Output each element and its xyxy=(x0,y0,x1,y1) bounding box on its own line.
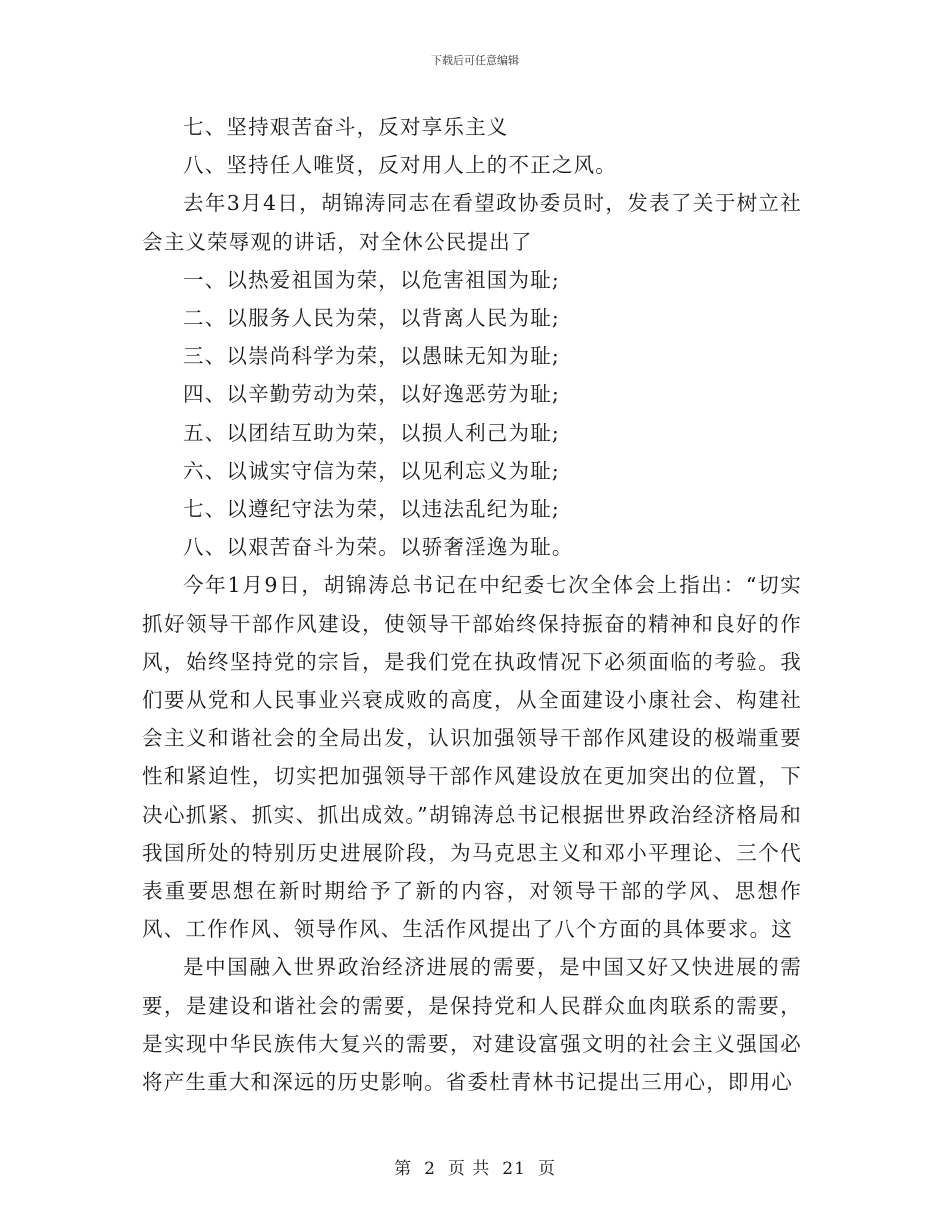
paragraph-6: 三、以崇尚科学为荣，以愚昧无知为耻; xyxy=(183,344,561,369)
paragraph-3: 去年3月4日，胡锦涛同志在看望政协委员时，发表了关于树立社会主义荣辱观的讲话，对全休公民提出了 xyxy=(142,191,802,254)
paragraph-13: 是中国融入世界政治经济进展的需要，是中国又好又快进展的需要，是建设和谐社会的需要，是保持党和人民群众血肉联系的需要，是实现中华民族伟大复兴的需要，对建设富强文明的社会主义强国必将产生重大和深远的历史影响。省委杜青林书记提出三用心，即用心 xyxy=(142,955,802,1095)
paragraph-11: 八、以艰苦奋斗为荣。以骄奢淫逸为耻。 xyxy=(183,535,574,560)
footer-total-pages: 21 xyxy=(502,1159,526,1179)
paragraph-5: 二、以服务人民为荣，以背离人民为耻; xyxy=(183,306,561,331)
footer-suffix: 页 xyxy=(537,1159,556,1179)
document-body xyxy=(142,108,802,1101)
page-footer xyxy=(0,1154,950,1179)
footer-prefix: 第 xyxy=(394,1159,413,1179)
footer-page-number: 2 xyxy=(424,1159,436,1179)
paragraph-9: 六、以诚实守信为荣，以见利忘义为耻; xyxy=(183,458,561,483)
paragraph-7: 四、以辛勤劳动为荣，以好逸恶劳为耻; xyxy=(183,382,561,407)
paragraph-8: 五、以团结互助为荣，以损人利己为耻; xyxy=(183,420,561,445)
page-header: 下载后可任意编辑 xyxy=(431,54,519,67)
paragraph-10: 七、以遵纪守法为荣，以违法乱纪为耻; xyxy=(183,497,561,522)
footer-middle: 页 共 xyxy=(447,1159,491,1179)
paragraph-12: 今年1月9日，胡锦涛总书记在中纪委七次全体会上指出：“切实抓好领导干部作风建设，使领导干部始终保持振奋的精神和良好的作风，始终坚持党的宗旨，是我们党在执政情况下必须面临的考验。我们要从党和人民事业兴衰成败的高度，从全面建设小康社会、构建社会主义和谐社会的全局出发，认识加强领导干部作风建设的极端重要性和紧迫性，切实把加强领导干部作风建设放在更加突出的位置，下决心抓紧、抓实、抓出成效。”胡锦涛总书记根据世界政治经济格局和我国所处的特别历史进展阶段，为马克思主义和邓小平理论、三个代表重要思想在新时期给予了新的内容，对领导干部的学风、思想作风、工作作风、领导作风、生活作风提出了八个方面的具体要求。这 xyxy=(142,573,802,942)
paragraph-2: 八、坚持任人唯贤，反对用人上的不正之风。 xyxy=(183,153,617,178)
paragraph-4: 一、以热爱祖国为荣，以危害祖国为耻; xyxy=(183,267,561,292)
paragraph-1: 七、坚持艰苦奋斗，反对享乐主义 xyxy=(183,115,509,139)
